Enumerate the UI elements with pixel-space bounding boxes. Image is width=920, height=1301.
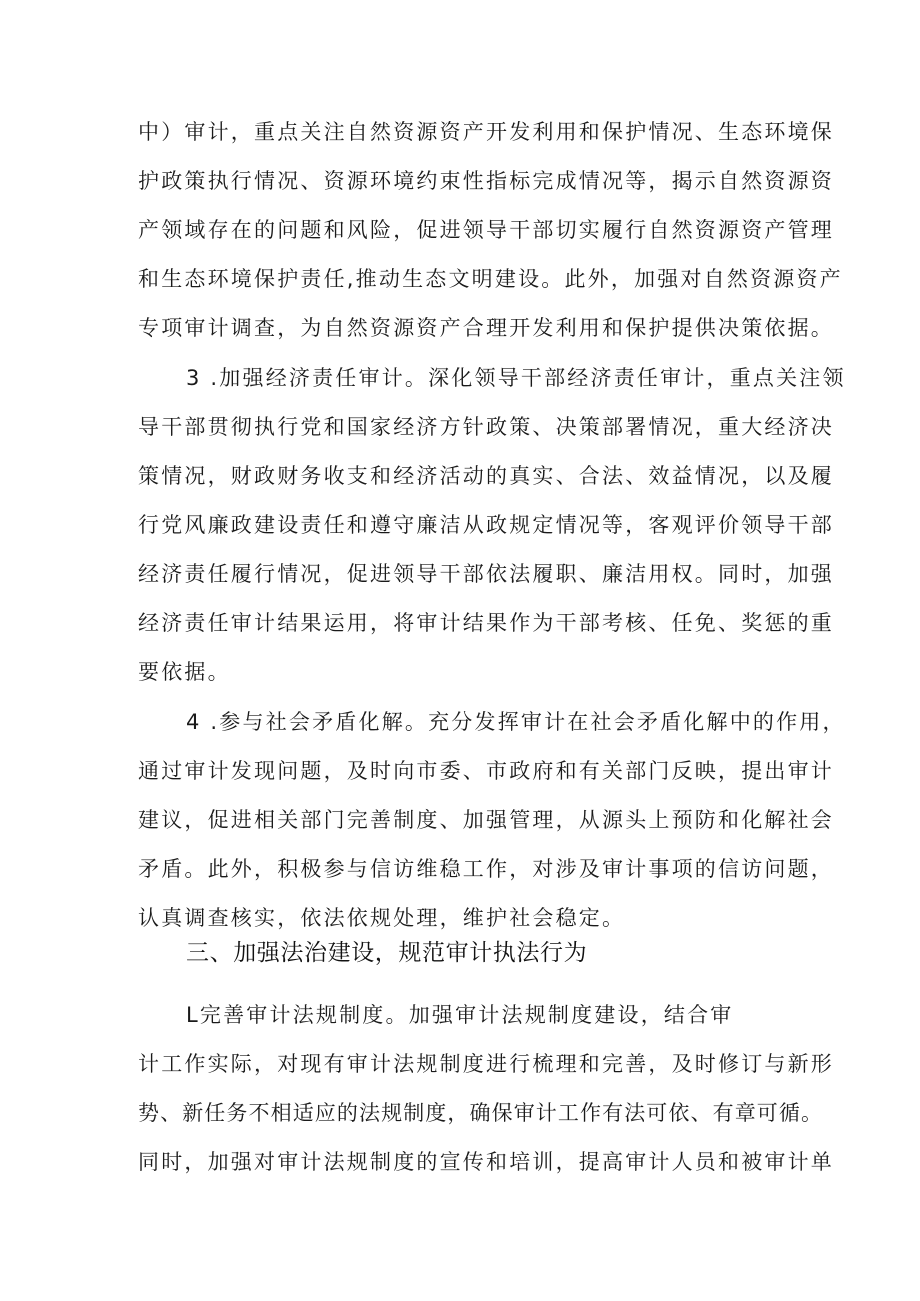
- text-line: 和生态环境保护责任,推动生态文明建设。此外，加强对自然资源资产: [138, 267, 843, 291]
- text-line: 认真调查核实，依法依规处理，维护社会稳定。: [138, 906, 626, 930]
- text-line: 要依据。: [138, 660, 231, 684]
- text-line: 同时，加强对审计法规制度的宣传和培训，提高审计人员和被审计单: [138, 1150, 834, 1174]
- text-line: 中）审计，重点关注自然资源资产开发利用和保护情况、生态环境保: [138, 120, 834, 144]
- text-line: 计工作实际，对现有审计法规制度进行梳理和完善，及时修订与新形: [138, 1052, 834, 1076]
- text-line: 建议，促进相关部门完善制度、加强管理，从源头上预防和化解社会: [138, 808, 834, 832]
- text-line: L完善审计法规制度。加强审计法规制度建设，结合审: [186, 1003, 734, 1027]
- text-line: 行党风廉政建设责任和遵守廉洁从政规定情况等，客观评价领导干部: [138, 513, 834, 537]
- text-line: 通过审计发现问题，及时向市委、市政府和有关部门反映，提出审计: [138, 759, 834, 783]
- text-line: 4 .参与社会矛盾化解。充分发挥审计在社会矛盾化解中的作用，: [186, 710, 846, 734]
- text-line: 经济责任履行情况，促进领导干部依法履职、廉洁用权。同时，加强: [138, 562, 834, 586]
- text-line: 专项审计调查，为自然资源资产合理开发利用和保护提供决策依据。: [138, 316, 834, 340]
- text-line: 护政策执行情况、资源环境约束性指标完成情况等，揭示自然资源资: [138, 169, 834, 193]
- section-heading: 三、加强法治建设，规范审计执法行为: [186, 940, 588, 966]
- text-line: 势、新任务不相适应的法规制度，确保审计工作有法可依、有章可循。: [138, 1101, 824, 1125]
- text-line: 策情况，财政财务收支和经济活动的真实、合法、效益情况，以及履: [138, 464, 834, 488]
- text-line: 经济责任审计结果运用，将审计结果作为干部考核、任免、奖惩的重: [138, 611, 834, 635]
- text-line: 导干部贯彻执行党和国家经济方针政策、决策部署情况，重大经济决: [138, 415, 834, 439]
- text-line: 产领域存在的问题和风险，促进领导干部切实履行自然资源资产管理: [138, 218, 834, 242]
- text-line: 3 .加强经济责任审计。深化领导干部经济责任审计，重点关注领: [186, 366, 846, 390]
- text-line: 矛盾。此外，积极参与信访维稳工作，对涉及审计事项的信访问题，: [138, 857, 834, 881]
